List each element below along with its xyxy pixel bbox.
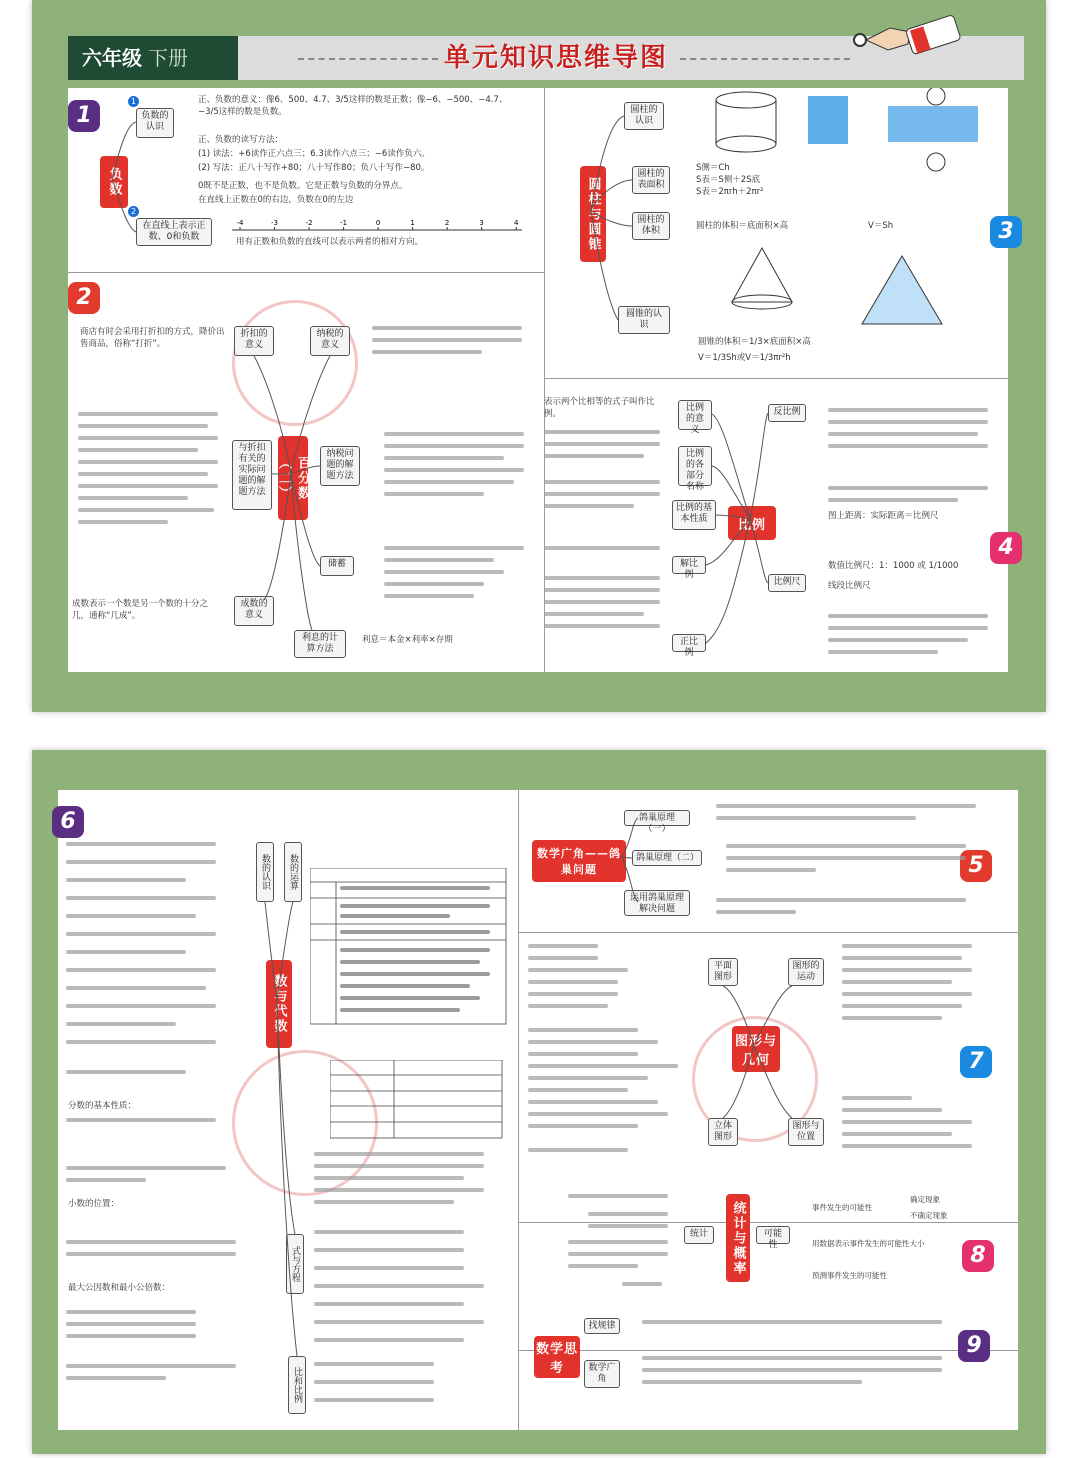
u1-note-6: 0既不是正数，也不是负数。它是正数与负数的分界点。 <box>198 181 408 191</box>
u8-note-certain: 确定现象 <box>910 1195 940 1204</box>
u2-node-tax-method: 纳税问题的解题方法 <box>320 446 360 486</box>
u1-note-7: 在直线上正数在0的右边，负数在0的左边 <box>198 195 354 205</box>
u8-note-uncertain: 不确定现象 <box>910 1211 948 1220</box>
number-line-label: 2 <box>444 219 450 227</box>
u1-node-number-line: 在直线上表示正数、0和负数 <box>136 218 212 246</box>
u8-node-statistics: 统计 <box>684 1226 714 1244</box>
unit-7-badge: 7 <box>960 1046 992 1078</box>
number-line-label: 4 <box>513 219 519 227</box>
u4-note-scale-def: 图上距离：实际距离＝比例尺 <box>828 511 939 521</box>
u4-node-solve: 解比例 <box>672 556 706 574</box>
u2-note-discount: 商店有时会采用打折扣的方式，降价出售商品，俗称“打折”。 <box>80 327 225 349</box>
u8-note-predict: 预测事件发生的可能性 <box>812 1271 887 1280</box>
u3-node-cylinder: 圆柱的认识 <box>624 102 664 130</box>
number-line-label: -2 <box>305 219 313 227</box>
u4-node-direct: 正比例 <box>672 634 706 652</box>
u2-node-percent-of: 成数的意义 <box>234 596 274 626</box>
u3-formula-vsh: V＝Sh <box>868 221 894 231</box>
u6-note-fraction: 分数的基本性质： <box>68 1101 137 1111</box>
u1-node-negative-concept: 负数的认识 <box>136 108 174 138</box>
u7-node-position: 图形与位置 <box>788 1118 824 1146</box>
u7-node-motion: 图形的运动 <box>788 958 824 986</box>
u6-node-equation: 式与方程 <box>286 1234 304 1294</box>
unit-4-badge: 4 <box>990 532 1022 564</box>
u5-node-pigeon-apply: 运用鸽巢原理解决问题 <box>624 890 690 916</box>
u5-node-pigeon-2: 鸽巢原理（二） <box>632 850 702 866</box>
unit-2-badge: 2 <box>68 282 100 314</box>
u1-note-4: (1) 读法：+6读作正六点三；6.3读作六点三；−6读作负六。 <box>198 149 430 159</box>
unit-3-badge: 3 <box>990 216 1022 248</box>
unit-9-topic: 数学思考 <box>534 1336 580 1378</box>
u4-node-scale: 比例尺 <box>768 574 806 592</box>
u7-node-plane: 平面图形 <box>708 958 738 986</box>
u3-formula-surface-r: S表＝2πrh＋2πr² <box>696 187 764 197</box>
bottom-page <box>32 750 1046 1454</box>
u6-node-operation: 数的运算 <box>284 842 302 902</box>
u4-node-property: 比例的基本性质 <box>672 500 716 530</box>
u5-node-pigeon-1: 鸽巢原理（一） <box>624 810 690 826</box>
u2-node-savings: 储蓄 <box>320 556 354 576</box>
unit-4-topic: 比例 <box>728 506 776 540</box>
u2-node-discount-method: 与折扣有关的实际问题的解题方法 <box>232 440 272 510</box>
number-line-label: -4 <box>236 219 244 227</box>
u2-node-discount: 折扣的意义 <box>234 326 274 356</box>
u4-node-parts: 比例的各部分名称 <box>678 446 712 486</box>
unit-5-topic: 数学广角——鸽巢问题 <box>532 840 626 882</box>
unit-6-badge: 6 <box>52 806 84 838</box>
mindmap-links-bottom <box>32 750 1046 1454</box>
u7-node-solid: 立体图形 <box>708 1118 738 1146</box>
u4-note-meaning: 表示两个比相等的式子叫作比例。 <box>544 397 655 419</box>
volume-label: 下册 <box>148 46 188 70</box>
u4-node-inverse: 反比例 <box>768 404 806 422</box>
page-title: 单元知识思维导图 <box>444 43 669 73</box>
u3-formula-surface: S表＝S侧＋2S底 <box>696 175 761 185</box>
u3-formula-volume: 圆柱的体积＝底面积×高 <box>696 221 789 231</box>
unit-9-badge: 9 <box>958 1330 990 1362</box>
unit-8-badge: 8 <box>962 1240 994 1272</box>
number-line-label: 3 <box>479 219 484 227</box>
number-line-label: -3 <box>271 219 279 227</box>
u3-formula-cone-r: V＝1/3Sh或V＝1/3πr²h <box>698 353 791 363</box>
node-number: 2 <box>128 206 139 217</box>
u1-note-3: 正、负数的读写方法： <box>198 135 284 145</box>
unit-5-badge: 5 <box>960 850 992 882</box>
unit-3-topic: 圆柱与圆锥 <box>580 166 606 262</box>
u2-node-tax: 纳税的意义 <box>310 326 350 356</box>
number-line-label: -1 <box>340 219 348 227</box>
u3-formula-cone: 圆锥的体积＝1/3×底面积×高 <box>698 337 811 347</box>
unit-1-badge: 1 <box>68 100 100 132</box>
node-number: 1 <box>128 96 139 107</box>
mindmap-links-top <box>32 0 1046 712</box>
u8-node-probability: 可能性 <box>756 1226 790 1244</box>
u4-note-numeric-scale: 数值比例尺：1：1000 或 1/1000 <box>828 561 959 571</box>
u1-note-1: 正、负数的意义：像6、500、4.7、3/5这样的数是正数；像−6、−500、−4.7、 <box>198 95 508 105</box>
u1-note-5: (2) 写法：正八十写作+80；八十写作80；负八十写作−80。 <box>198 163 430 173</box>
u6-note-decimal: 小数的位置： <box>68 1199 120 1209</box>
unit-1-topic: 负数 <box>100 156 128 208</box>
u6-note-gcd: 最大公因数和最小公倍数： <box>68 1283 171 1293</box>
u3-formula-lateral: S侧＝Ch <box>696 163 730 173</box>
u2-note-percent: 成数表示一个数是另一个数的十分之几，通称“几成”。 <box>72 599 209 621</box>
unit-2-topic: 百分数（二） <box>278 436 308 520</box>
unit-7-topic: 图形与几何 <box>732 1026 780 1072</box>
u8-note-size: 用数据表示事件发生的可能性大小 <box>812 1239 925 1248</box>
u6-node-ratio: 比和比例 <box>288 1356 306 1414</box>
u9-node-pattern: 找规律 <box>584 1318 620 1334</box>
number-line-label: 0 <box>375 219 381 227</box>
u2-node-interest: 利息的计算方法 <box>294 630 346 658</box>
u3-node-cylinder-area: 圆柱的表面积 <box>632 166 670 194</box>
u1-note-2: −3/5这样的数是负数。 <box>198 107 287 117</box>
number-line-caption: 用有正数和负数的直线可以表示两者的相对方向。 <box>236 237 424 247</box>
u4-node-meaning: 比例的意义 <box>678 400 712 430</box>
u3-node-cylinder-volume: 圆柱的体积 <box>632 212 670 240</box>
unit-8-topic: 统计与概率 <box>726 1194 750 1282</box>
u2-note-interest: 利息＝本金×利率×存期 <box>362 635 453 645</box>
top-page <box>32 0 1046 712</box>
u4-note-line-scale: 线段比例尺 <box>828 581 871 591</box>
u3-node-cone: 圆锥的认识 <box>618 306 670 334</box>
unit-6-topic: 数与代数 <box>266 960 292 1048</box>
u8-note-event: 事件发生的可能性 <box>812 1203 872 1212</box>
u6-node-number-concept: 数的认识 <box>256 842 274 902</box>
number-line-label: 1 <box>410 219 415 227</box>
grade-label: 六年级 下册 <box>68 36 238 80</box>
u9-node-math-wide: 数学广角 <box>584 1360 620 1388</box>
